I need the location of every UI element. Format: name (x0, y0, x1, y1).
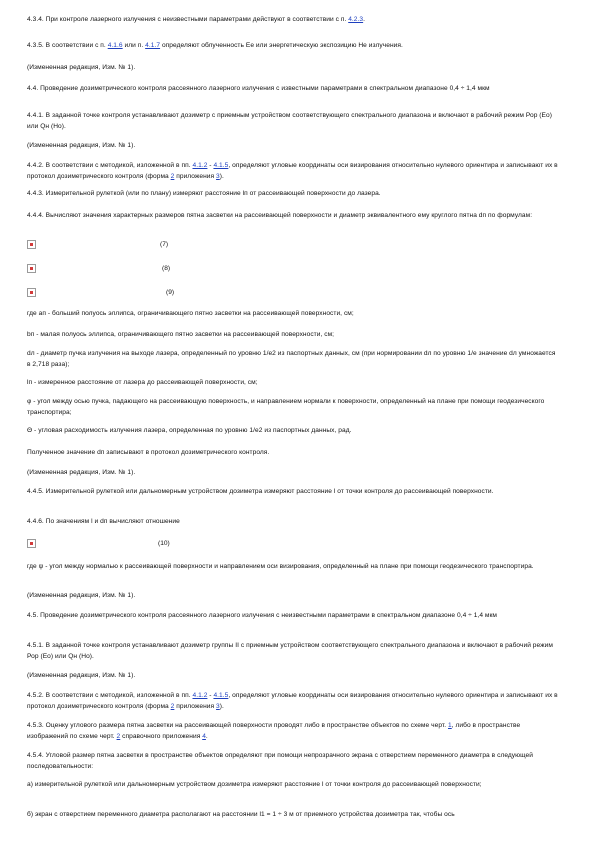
definition-lp: lп - измеренное расстояние от лазера до рассеивающей поверхности, см; (27, 379, 258, 386)
paragraph-4-3-4 (27, 14, 559, 25)
paragraph-4-5-2 (27, 690, 559, 712)
paragraph-4-4-2 (27, 160, 559, 182)
definition-phi: φ - угол между осью пучка, падающего на рассеивающую поверхность, и направлением нормали к поверхности, определенный на плане при помощи геодезического транспортира; (27, 398, 545, 416)
text: , либо в пространстве изображений по схеме черт. (27, 722, 521, 740)
broken-image-icon (27, 288, 36, 297)
equation-number: (9) (166, 289, 175, 296)
text: 4.5.3. Оценку углового размера пятна засветки на рассеивающей поверхности проводят либо в пространстве объектов по схеме черт. (27, 722, 448, 729)
text: 4.3.5. В соответствии с п. (27, 42, 108, 49)
amendment-note: (Измененная редакция, Изм. № 1). (27, 592, 136, 599)
definition-ap: где ап - больший полуось эллипса, ограничивающего пятно засветки на рассеивающей поверхности, см; (27, 310, 354, 317)
broken-image-icon (27, 264, 36, 273)
broken-image-icon (27, 240, 36, 249)
equation-number: (8) (162, 265, 171, 272)
text: определяют облученность Ее или энергетическую экспозицию Не излучения. (160, 42, 403, 49)
paragraph-4-5: 4.5. Проведение дозиметрического контроля рассеянного лазерного излучения с неизвестными параметрами в спектральном диапазоне 0,4 ÷ 1,4 мкм (27, 612, 498, 619)
definition-psi: где ψ - угол между нормалью к рассеивающей поверхности и направлением оси визирования, определенный на плане при помощи геодезического транспортира. (27, 563, 534, 570)
amendment-note: (Измененная редакция, Изм. № 1). (27, 142, 136, 149)
link-4-2-3[interactable]: 4.2.3 (348, 16, 364, 23)
paragraph-4-5-4-a: а) измерительной рулеткой или дальномерным устройством дозиметра измеряют расстояние l от точки контроля до рассеивающей поверхности; (27, 781, 482, 788)
link-appendix-4[interactable]: 4 (202, 733, 206, 740)
broken-image-icon (27, 539, 36, 548)
paragraph-4-5-3 (27, 720, 559, 742)
equation-number: (7) (160, 241, 169, 248)
formula-10 (27, 539, 327, 551)
text: или п. (122, 42, 146, 49)
paragraph-4-4: 4.4. Проведение дозиметрического контроля рассеянного лазерного излучения с известными параметрами в спектральном диапазоне 0,4 ÷ 1,4 мкм (27, 85, 490, 92)
text: , определяют угловые координаты оси визирования относительно нулевого ориентира и записывают их в протокол дозиметрического контроля (форма (27, 162, 558, 180)
text: ). (219, 703, 224, 710)
amendment-note: (Измененная редакция, Изм. № 1). (27, 469, 136, 476)
link-4-1-6[interactable]: 4.1.6 (107, 42, 123, 49)
link-4-1-5[interactable]: 4.1.5 (213, 692, 229, 699)
link-form-2[interactable]: 2 (170, 173, 175, 180)
paragraph-4-3-5 (27, 40, 559, 51)
definition-theta: Θ - угловая расходимость излучения лазера, определенная по уровню 1/e2 из паспортных данных, рад. (27, 427, 352, 434)
equation-number: (10) (158, 540, 170, 547)
link-4-1-7[interactable]: 4.1.7 (145, 42, 161, 49)
paragraph-4-4-4: 4.4.4. Вычисляют значения характерных размеров пятна засветки на рассеивающей поверхности и диаметр эквивалентного ему круглого пятна dп по формулам: (27, 212, 533, 219)
formula-7 (27, 240, 327, 252)
paragraph-4-5-4-b: б) экран с отверстием переменного диаметра располагают на расстоянии l1 = 1 ÷ 3 м от приемного устройства дозиметра так, чтобы ось (27, 811, 455, 818)
link-appendix-3[interactable]: 3 (216, 173, 220, 180)
formula-8 (27, 264, 327, 276)
text: 4.4.2. В соответствии с методикой, изложенной в пп. (27, 162, 193, 169)
text: . (205, 733, 208, 740)
text: приложения (174, 703, 217, 710)
text: 4.5.2. В соответствии с методикой, изложенной в пп. (27, 692, 193, 699)
text: 4.3.4. При контроле лазерного излучения с неизвестными параметрами действуют в соответствии с п. (27, 16, 349, 23)
link-figure-1[interactable]: 1 (448, 722, 452, 729)
paragraph-4-5-4: 4.5.4. Угловой размер пятна засветки в пространстве объектов определяют при помощи непрозрачного экрана с отверстием переменного диаметра в следующей последовательности: (27, 752, 534, 770)
paragraph-4-4-5: 4.4.5. Измерительной рулеткой или дальномерным устройством дозиметра измеряют расстояние l от точки контроля до рассеивающей поверхности. (27, 488, 494, 495)
text: справочного приложения (120, 733, 203, 740)
paragraph-4-4-1: 4.4.1. В заданной точке контроля устанавливают дозиметр с приемным устройством соответствующего спектрального диапазона и включают в рабочий режим Рор (Ео) или Qн (Но). (27, 112, 552, 130)
text: , определяют угловые координаты оси визирования относительно нулевого ориентира и записывают их в протокол дозиметрического контроля (форма (27, 692, 558, 710)
link-4-1-2[interactable]: 4.1.2 (192, 692, 208, 699)
link-appendix-3[interactable]: 3 (216, 703, 220, 710)
definition-bp: bп - малая полуось эллипса, ограничивающего пятно засветки на рассеивающей поверхности, см; (27, 331, 335, 338)
definition-dl: dл - диаметр пучка излучения на выходе лазера, определенный по уровню 1/e2 из паспортных данных, см (при нормировании dл по уровню 1/e значение dл умножается в 2,718 раза); (27, 350, 556, 368)
paragraph-4-4-3: 4.4.3. Измерительной рулеткой (или по плану) измеряют расстояние lп от рассеивающей поверхности до лазера. (27, 190, 381, 197)
text: приложения (174, 173, 217, 180)
link-4-1-2[interactable]: 4.1.2 (192, 162, 208, 169)
paragraph-result-dp: Полученное значение dп записывают в протокол дозиметрического контроля. (27, 449, 270, 456)
amendment-note: (Измененная редакция, Изм. № 1). (27, 672, 136, 679)
link-form-2[interactable]: 2 (170, 703, 175, 710)
link-4-1-5[interactable]: 4.1.5 (213, 162, 229, 169)
formula-9 (27, 288, 327, 300)
text: . (363, 16, 366, 23)
amendment-note: (Измененная редакция, Изм. № 1). (27, 64, 136, 71)
text: ). (219, 173, 224, 180)
text: - (207, 162, 214, 169)
paragraph-4-5-1: 4.5.1. В заданной точке контроля устанавливают дозиметр группы II с приемным устройством соответствующего спектрального диапазона и включают в рабочий режим Рор (Ео) или Qн (Нo). (27, 642, 553, 660)
paragraph-4-4-6: 4.4.6. По значениям l и dп вычисляют отношение (27, 518, 180, 525)
text: - (207, 692, 214, 699)
link-figure-2[interactable]: 2 (116, 733, 121, 740)
